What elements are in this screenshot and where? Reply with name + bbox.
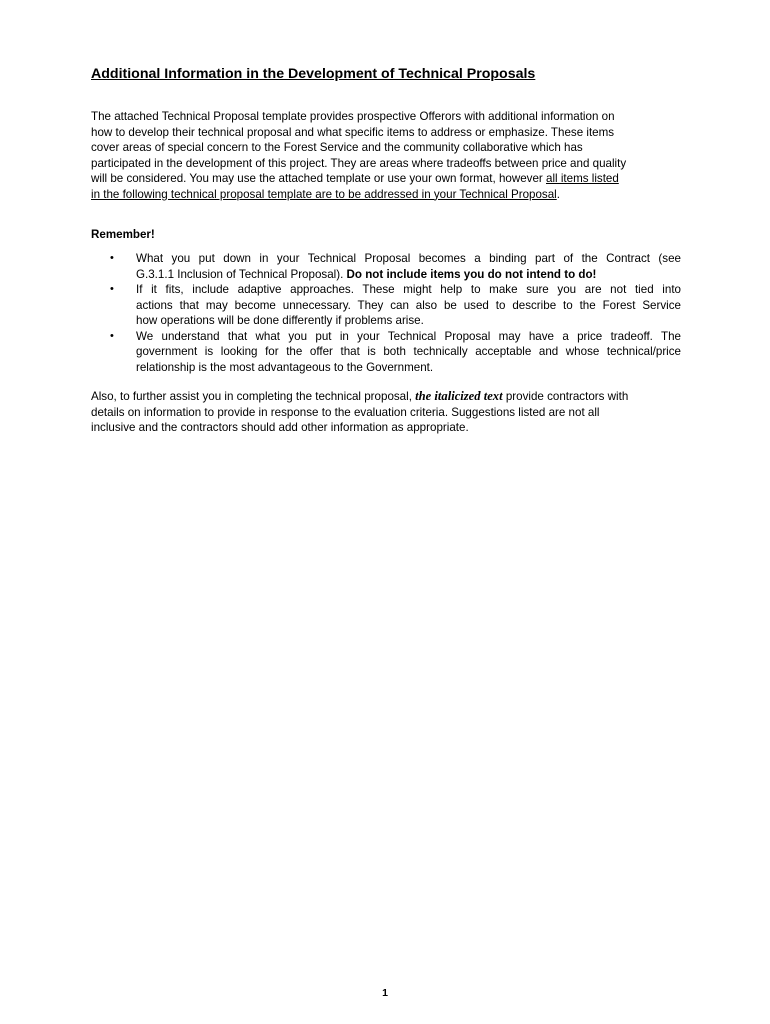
bullet-line: government is looking for the offer that is both technically acceptable and whose technical/price <box>136 345 681 358</box>
bullet-line: relationship is the most advantageous to the Government. <box>136 360 434 374</box>
intro-line <box>91 187 681 203</box>
intro-line: The attached Technical Proposal template provides prospective Offerors with additional information on <box>91 110 615 123</box>
bullet-line: What you put down in your Technical Proposal becomes a binding part of the Contract (see <box>136 252 681 265</box>
bold-text: Do not include items you do not intend to do! <box>346 267 597 281</box>
italic-text: the italicized text <box>415 389 503 403</box>
page-number: 1 <box>382 987 388 999</box>
assist-text: provide contractors with <box>502 390 629 403</box>
underlined-text: in the following technical proposal template are to be addressed in your Technical Proposal <box>91 187 557 201</box>
intro-line: participated in the development of this project. They are areas where tradeoffs between price and quality <box>91 156 627 170</box>
bullet-icon: • <box>110 329 114 342</box>
list-item <box>91 329 681 376</box>
bullet-text: G.3.1.1 Inclusion of Technical Proposal). <box>136 267 347 281</box>
assist-line: details on information to provide in response to the evaluation criteria. Suggestions listed are not all <box>91 405 600 419</box>
intro-paragraph <box>91 109 681 202</box>
bullet-line <box>136 267 681 283</box>
intro-line: cover areas of special concern to the Forest Service and the community collaborative which has <box>91 141 583 154</box>
assist-line <box>91 389 681 405</box>
assist-text: Also, to further assist you in completing the technical proposal, <box>91 390 416 403</box>
intro-text: . <box>556 187 560 201</box>
bullet-icon: • <box>110 283 114 295</box>
bullet-line: actions that may become unnecessary. They can also be used to describe to the Forest Service <box>136 298 681 312</box>
list-item <box>91 282 681 329</box>
intro-line <box>91 171 681 187</box>
list-item <box>91 251 681 282</box>
bullet-line: We understand that what you put in your Technical Proposal may have a price tradeoff. The <box>136 329 681 343</box>
bullet-line: If it fits, include adaptive approaches. These might help to make sure you are not tied into <box>136 283 681 296</box>
bullet-line: how operations will be done differently if problems arise. <box>136 314 424 327</box>
intro-line: how to develop their technical proposal and what specific items to address or emphasize. These items <box>91 125 615 139</box>
bullet-icon: • <box>110 252 114 264</box>
remember-list <box>91 251 681 375</box>
page-title: Additional Information in the Development of Technical Proposals <box>91 66 536 82</box>
intro-text: will be considered. You may use the attached template or use your own format, however <box>91 172 546 185</box>
underlined-text: all items listed <box>546 172 619 185</box>
assist-paragraph <box>91 389 681 436</box>
assist-line: inclusive and the contractors should add other information as appropriate. <box>91 421 469 434</box>
remember-heading: Remember! <box>91 228 155 241</box>
